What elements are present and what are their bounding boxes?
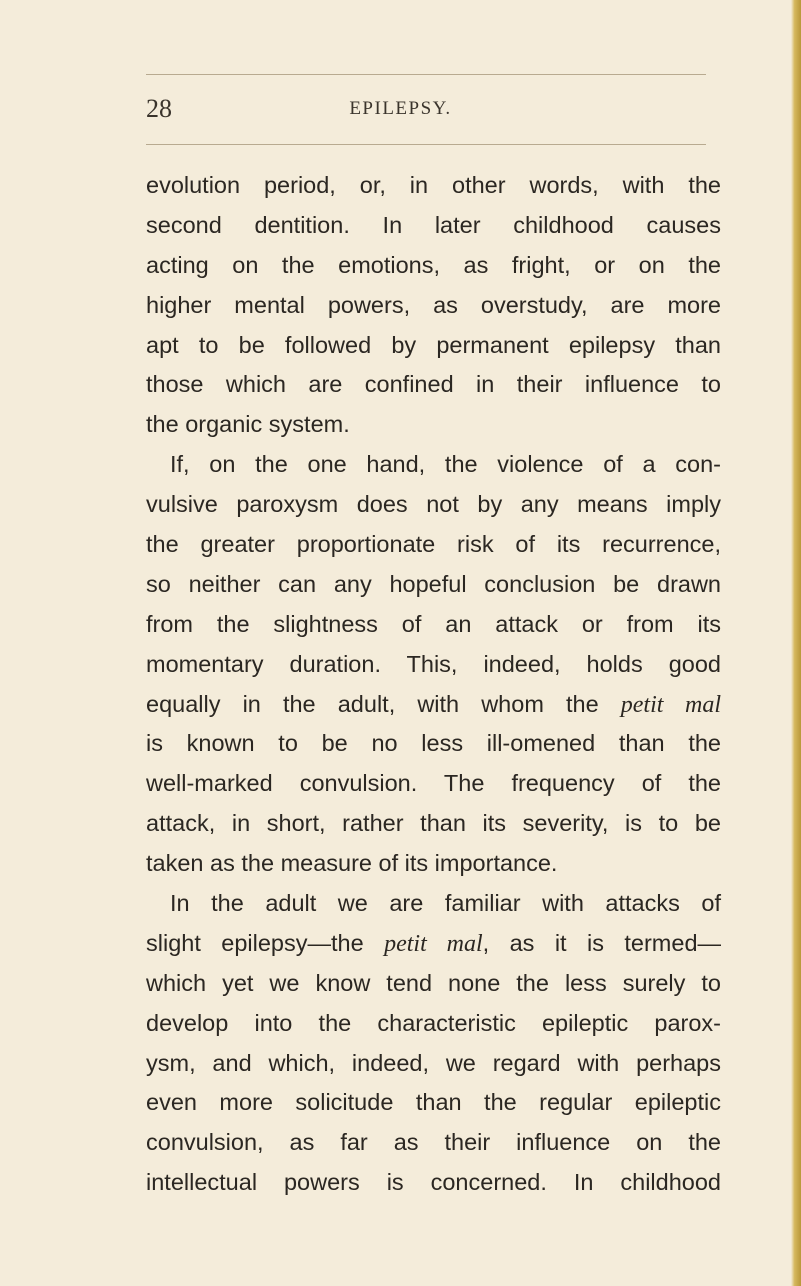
text-line: those which are confined in their influence to [146, 371, 721, 398]
text-line: from the slightness of an attack or from its [146, 610, 721, 637]
text-run: slight epilepsy—the [146, 929, 385, 956]
text-line: convulsion, as far as their influence on the [146, 1129, 721, 1156]
text-line [146, 924, 721, 964]
text-line: so neither can any hopeful conclusion be drawn [146, 570, 721, 597]
text-line [146, 685, 721, 725]
header-rule-bottom [146, 144, 706, 145]
text-line: momentary duration. This, indeed, holds good [146, 650, 721, 677]
text-line: higher mental powers, as overstudy, are more [146, 291, 721, 318]
italic-term: petit mal [620, 691, 722, 718]
page-number: 28 [146, 94, 172, 123]
text-line: the organic system. [146, 411, 350, 438]
text-line: well-marked convulsion. The frequency of the [146, 770, 721, 797]
text-line: ysm, and which, indeed, we regard with perhaps [146, 1049, 721, 1076]
text-line: If, on the one hand, the violence of a con- [170, 451, 721, 478]
text-line: acting on the emotions, as fright, or on the [146, 251, 721, 278]
running-head: EPILEPSY. [349, 98, 452, 119]
text-line: even more solicitude than the regular epileptic [146, 1089, 721, 1116]
text-line: the greater proportionate risk of its recurrence, [146, 531, 721, 558]
text-line: vulsive paroxysm does not by any means imply [146, 491, 721, 518]
body-text [146, 166, 721, 1203]
text-line: evolution period, or, in other words, with the [146, 172, 721, 198]
page-edge [791, 0, 801, 1286]
text-line: develop into the characteristic epileptic parox- [146, 1009, 721, 1036]
text-run: equally in the adult, with whom the [146, 690, 621, 717]
text-line: intellectual powers is concerned. In childhood [146, 1169, 721, 1196]
text-line: second dentition. In later childhood causes [146, 211, 721, 238]
text-line: which yet we know tend none the less surely to [146, 969, 721, 996]
text-line: apt to be followed by permanent epilepsy than [146, 331, 721, 358]
text-run: , as it is termed— [482, 929, 722, 956]
italic-term: petit mal [384, 930, 483, 957]
text-line: is known to be no less ill-omened than the [146, 730, 721, 757]
text-line: In the adult we are familiar with attacks of [170, 890, 721, 917]
header-rule-top [146, 74, 706, 75]
text-line: taken as the measure of its importance. [146, 850, 558, 877]
text-line: attack, in short, rather than its severity, is to be [146, 810, 721, 837]
